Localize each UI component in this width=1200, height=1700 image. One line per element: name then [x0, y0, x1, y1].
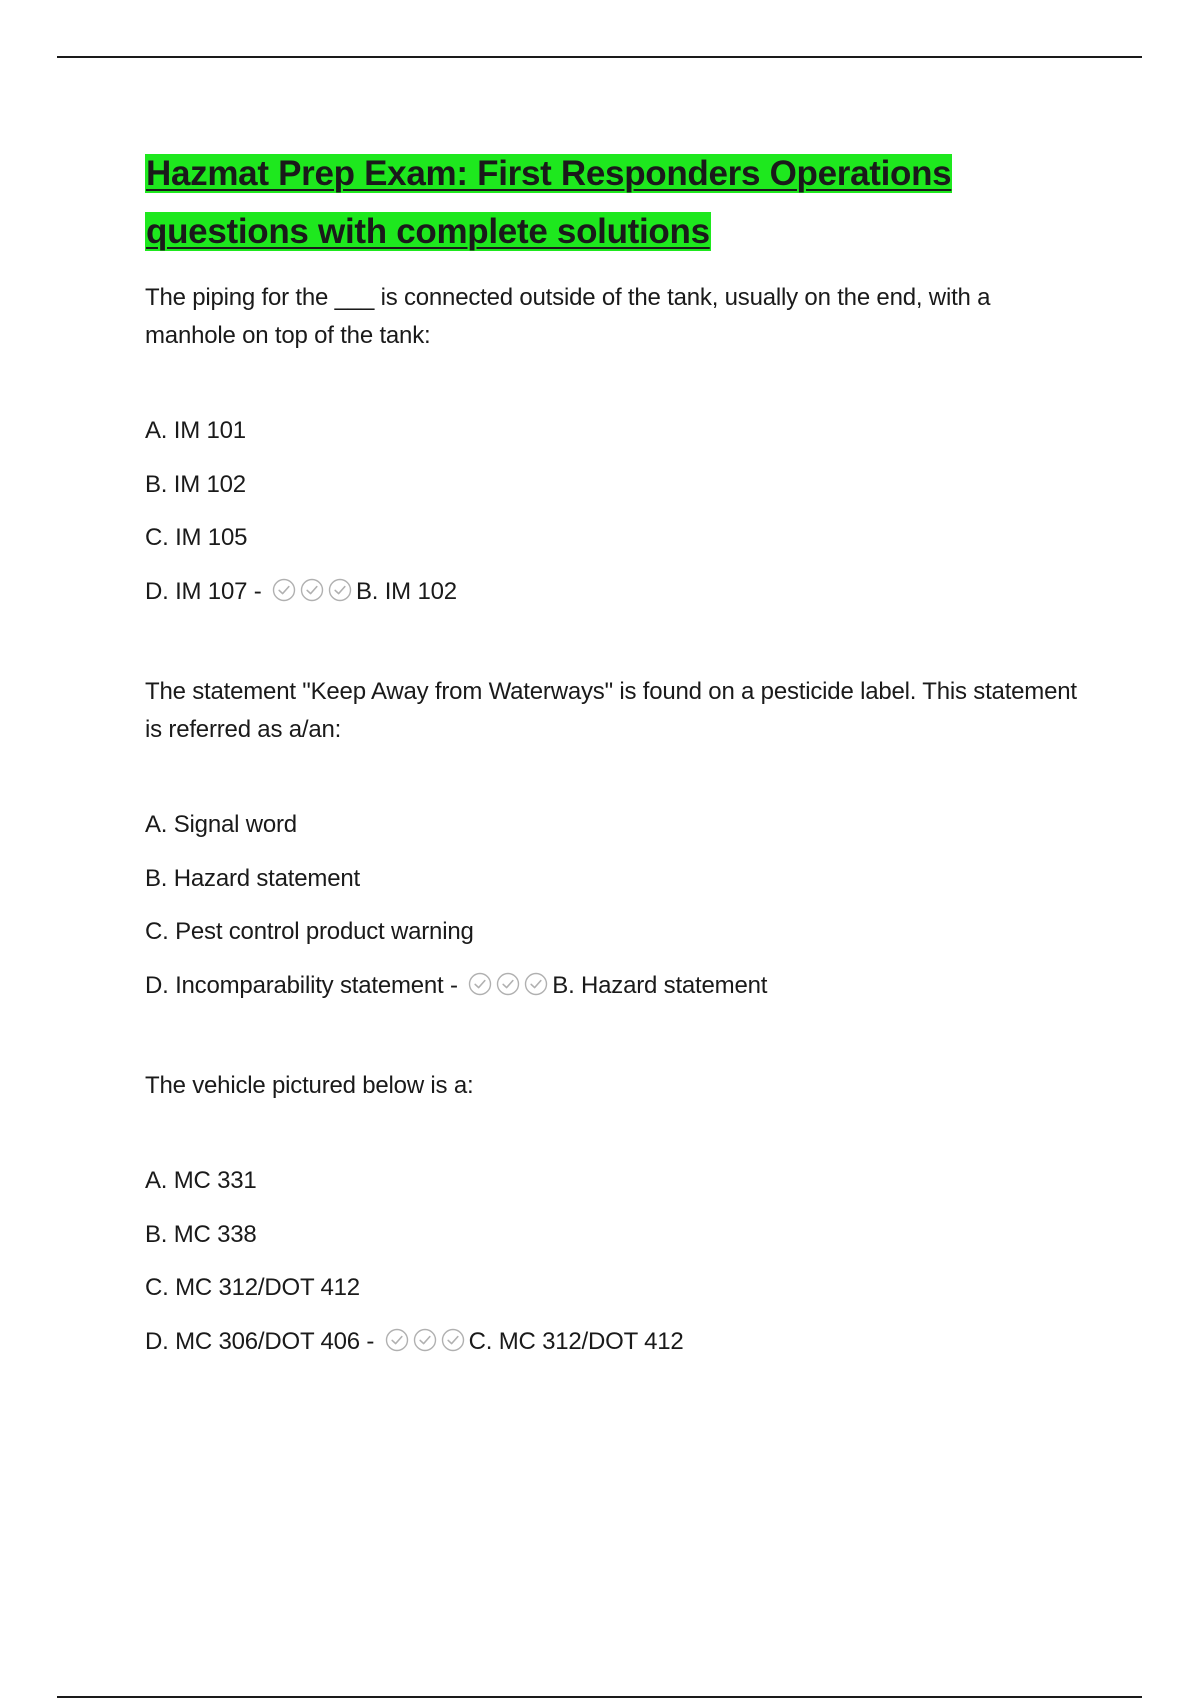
check-circle-icon [413, 1328, 437, 1352]
check-circle-icon [300, 578, 324, 602]
answer-check-icons [468, 970, 552, 1008]
answer-check-icons [272, 576, 356, 614]
option-list [145, 806, 1085, 1020]
option-b [145, 466, 1085, 520]
option-a [145, 1162, 1085, 1216]
option-a [145, 412, 1085, 466]
document-title-text: Hazmat Prep Exam: First Responders Operations questions with complete solutions [146, 154, 952, 251]
option-label: B. Hazard statement [145, 864, 360, 892]
option-label: A. Signal word [145, 811, 297, 838]
check-circle-icon [272, 578, 296, 602]
check-circle-icon [328, 578, 352, 602]
answer-check-icons [385, 1326, 469, 1364]
option-label: D. MC 306/DOT 406 - [145, 1327, 381, 1355]
option-d-with-answer [145, 967, 1085, 1021]
question-text: The piping for the ___ is connected outside of the tank, usually on the end, with a manhole on top of the tank: [145, 284, 991, 349]
option-label: D. Incomparability statement - [145, 971, 465, 999]
option-b [145, 860, 1085, 914]
option-label: C. MC 312/DOT 412 [145, 1274, 360, 1301]
option-d-with-answer [145, 1323, 1085, 1377]
option-label: C. IM 105 [145, 524, 248, 551]
correct-answer: B. IM 102 [355, 577, 457, 605]
check-circle-icon [385, 1328, 409, 1352]
option-label: B. IM 102 [145, 470, 246, 498]
option-label: A. MC 331 [145, 1167, 257, 1194]
option-list [145, 412, 1085, 626]
check-circle-icon [524, 972, 548, 996]
option-b [145, 1216, 1085, 1270]
check-circle-icon [468, 972, 492, 996]
option-a [145, 806, 1085, 860]
option-label: B. MC 338 [145, 1220, 257, 1248]
question-3 [145, 1067, 1085, 1376]
option-label: C. Pest control product warning [145, 918, 474, 945]
option-c [145, 913, 1085, 967]
top-rule [57, 56, 1142, 58]
option-label: A. IM 101 [145, 417, 246, 444]
option-list [145, 1162, 1085, 1376]
option-c [145, 519, 1085, 573]
option-label: D. IM 107 - [145, 577, 268, 605]
document-body [145, 145, 1085, 1376]
option-d-with-answer [145, 573, 1085, 627]
question-text: The vehicle pictured below is a: [145, 1072, 474, 1099]
bottom-rule [57, 1696, 1142, 1698]
question-2 [145, 673, 1085, 1020]
option-c [145, 1269, 1085, 1323]
correct-answer: C. MC 312/DOT 412 [468, 1327, 684, 1355]
correct-answer: B. Hazard statement [552, 971, 768, 999]
question-text: The statement "Keep Away from Waterways" is found on a pesticide label. This statement is referred as a/an: [145, 678, 1077, 743]
document-title [145, 145, 1085, 261]
check-circle-icon [441, 1328, 465, 1352]
check-circle-icon [496, 972, 520, 996]
question-1 [145, 279, 1085, 626]
